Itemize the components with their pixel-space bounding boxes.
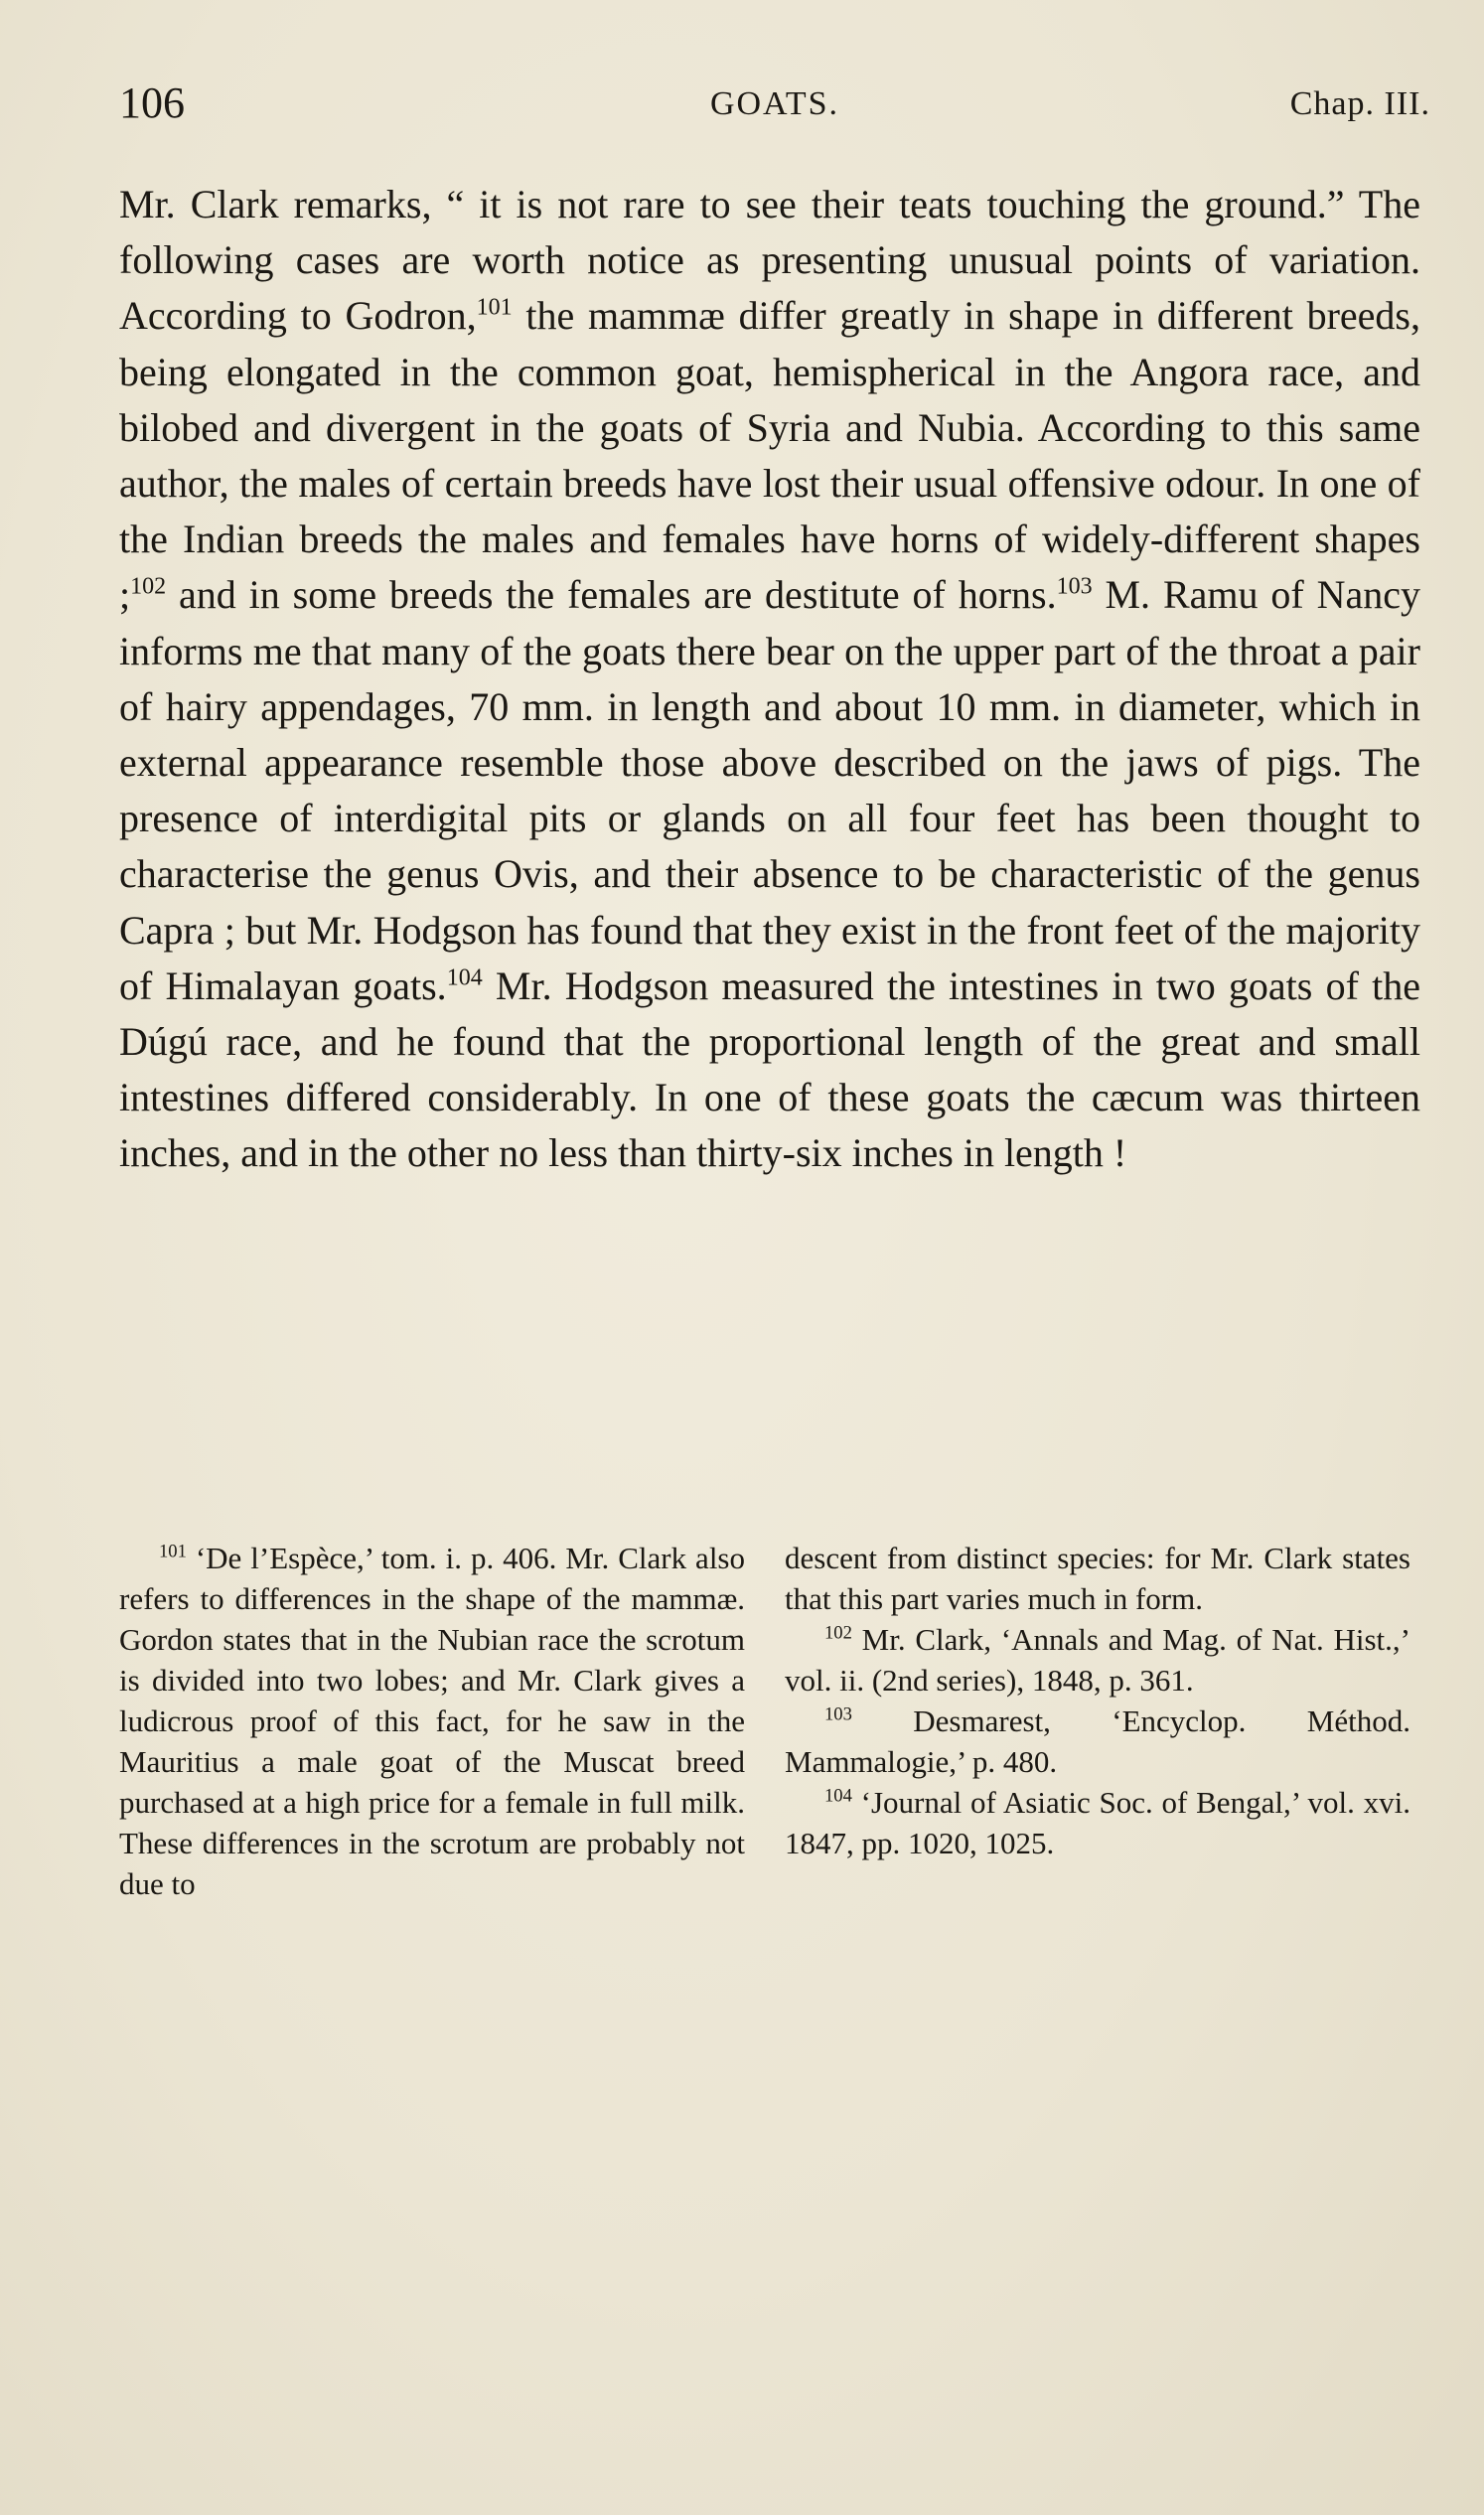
- body-segment: Mr. Clark remarks, “ it is not rare to see their teats touching the ground.” The following cases are worth notice as presenting unusual points of variation. According to Godron,: [119, 182, 1420, 339]
- footnote-text: ‘De l’Espèce,’ tom. i. p. 406. Mr. Clark also refers to differences in the shape of the mammæ. Gordon states that in the Nubian race the scrotum is divided into two lobes; and Mr. Clark gives a ludicrous proof of this fact, for he saw in the Mauritius a male goat of the Muscat breed purchased at a high price for a female in full milk. These differences in the scrotum are probably not due to: [119, 1541, 745, 1901]
- body-segment: Mr. Hodgson measured the intestines in two goats of the Dúgú race, and he found that the proportional length of the great and small intestines differed considerably. In one of these goats the cæcum was thirteen inches, and in the other no less than thirty-six inches in length !: [119, 962, 1420, 1176]
- footnote-ref-104: 104: [446, 964, 483, 991]
- footnote-number: 101: [159, 1541, 187, 1562]
- footnote-101-continued: descent from distinct species: for Mr. Clark states that this part varies much in form.: [785, 1541, 1410, 1616]
- page-number: 106: [119, 78, 185, 127]
- footnote-text: ‘Journal of Asiatic Soc. of Bengal,’ vol. xvi. 1847, pp. 1020, 1025.: [785, 1785, 1410, 1860]
- footnotes-left-column: [119, 1538, 745, 1904]
- main-paragraph: [119, 177, 1420, 1182]
- footnote-103: [785, 1701, 1410, 1782]
- footnote-text: Mr. Clark, ‘Annals and Mag. of Nat. Hist.,’ vol. ii. (2nd series), 1848, p. 361.: [785, 1622, 1410, 1698]
- body-segment: the mammæ differ greatly in shape in different breeds, being elongated in the common goat, hemispherical in the Angora race, and bilobed and divergent in the goats of Syria and Nubia. According to this same author, the males of certain breeds have lost their usual offensive odour. In one of the Indian breeds the males and females have horns of widely-different shapes ;: [119, 293, 1420, 618]
- footnote-ref-103: 103: [1056, 574, 1093, 601]
- body-segment: M. Ramu of Nancy informs me that many of the goats there bear on the upper part of the throat a pair of hairy appendages, 70 mm. in length and about 10 mm. in diameter, which in external appearance resemble those above described on the jaws of pigs. The presence of interdigital pits or glands on all four feet has been thought to characterise the genus Ovis, and their absence to be characteristic of the genus Capra ; but Mr. Hodgson has found that they exist in the front feet of the majority of Himalayan goats.: [119, 572, 1421, 1008]
- running-title: GOATS.: [709, 85, 840, 122]
- footnotes-right-column: [785, 1538, 1410, 1863]
- footnote-104: [785, 1782, 1410, 1863]
- footnote-101: [119, 1538, 745, 1904]
- footnote-number: 104: [824, 1785, 852, 1807]
- footnote-number: 102: [824, 1622, 852, 1644]
- footnote-ref-101: 101: [476, 295, 513, 322]
- footnote-number: 103: [824, 1703, 852, 1725]
- footnote-text: Desmarest, ‘Encyclop. Méthod. Mammalogie,’ p. 480.: [785, 1703, 1410, 1779]
- footnote-102: [785, 1619, 1410, 1701]
- running-head: [119, 77, 1430, 137]
- footnote-ref-102: 102: [130, 574, 167, 601]
- chapter-label: Chap. III.: [1289, 85, 1430, 122]
- body-segment: and in some breeds the females are destitute of horns.: [166, 572, 1057, 618]
